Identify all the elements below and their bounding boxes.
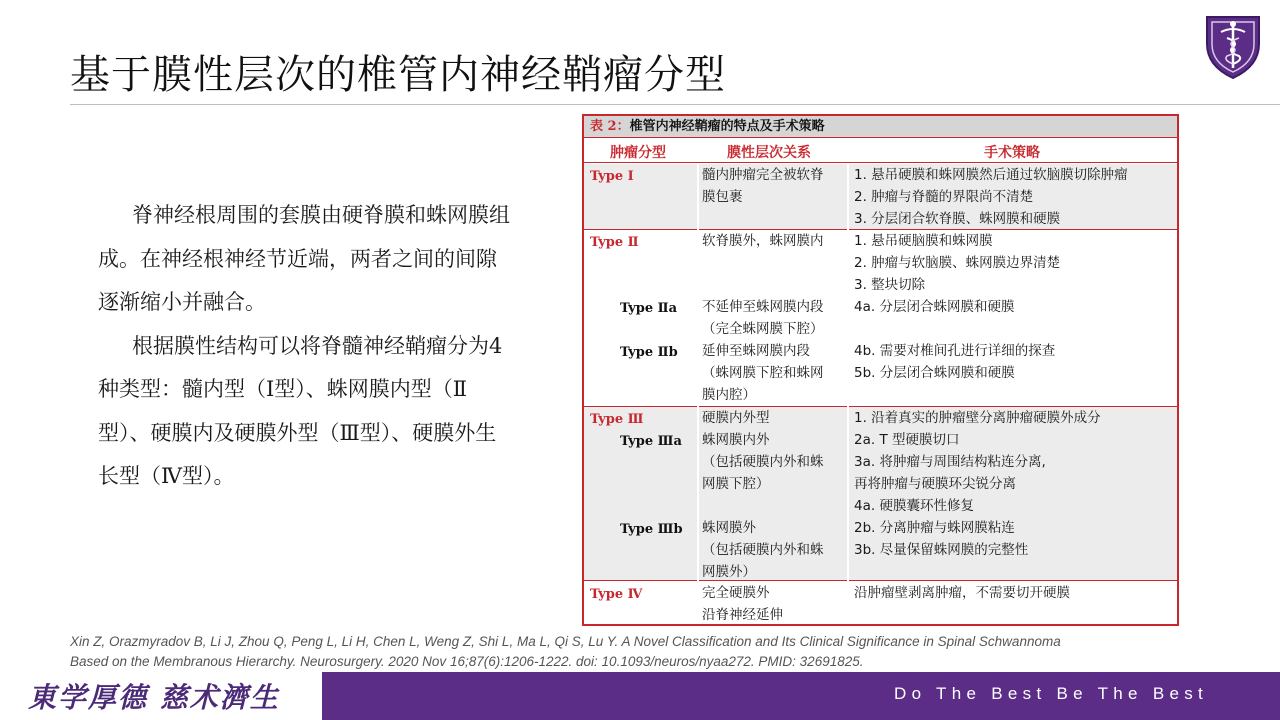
type-3-strategy-line: 2a. T 型硬膜切口 xyxy=(854,432,960,448)
type-2a-relation-line: （完全蛛网膜下腔） xyxy=(702,321,824,337)
type-3b-relation-line: 网膜外） xyxy=(702,564,756,580)
type-1-strategy-line: 3. 分层闭合软脊膜、蛛网膜和硬膜 xyxy=(854,211,1061,227)
type-3-label: Type Ⅲ xyxy=(590,412,644,427)
reference-citation xyxy=(70,632,1174,672)
type-3a-relation-line: （包括硬膜内外和蛛 xyxy=(702,454,824,470)
type-1-relation-line: 膜包裹 xyxy=(702,189,743,205)
title-divider xyxy=(70,104,1280,105)
type-2b-relation-line: 延伸至蛛网膜内段 xyxy=(702,343,810,359)
footer-slogan: Do The Best Be The Best xyxy=(894,684,1209,703)
type-1-strategy-line: 1. 悬吊硬膜和蛛网膜然后通过软脑膜切除肿瘤 xyxy=(854,167,1128,183)
caduceus-shield-icon xyxy=(1204,14,1262,80)
type-3-strategy-line: 4a. 硬膜囊环性修复 xyxy=(854,498,974,514)
type-3b-label: Type Ⅲb xyxy=(620,522,683,537)
type-1-relation-line: 髓内肿瘤完全被软脊 xyxy=(702,167,824,183)
table-caption-label: 表 2： xyxy=(590,119,630,134)
type-2b-label: Type Ⅱb xyxy=(620,345,678,360)
type-2b-relation-line: （蛛网膜下腔和蛛网 xyxy=(702,365,824,381)
type-3a-relation-line: 网膜下腔） xyxy=(702,476,770,492)
type-2a-relation-line: 不延伸至蛛网膜内段 xyxy=(702,299,824,315)
type-4-strategy-line: 沿肿瘤壁剥离肿瘤，不需要切开硬膜 xyxy=(854,585,1070,601)
type-3-strategy-line: 2b. 分离肿瘤与蛛网膜粘连 xyxy=(854,520,1015,536)
type-2b-relation-line: 膜内腔） xyxy=(702,387,756,403)
type-2b-strategy-line: 4b. 需要对椎间孔进行详细的探查 xyxy=(854,343,1056,359)
table-caption-text: 椎管内神经鞘瘤的特点及手术策略 xyxy=(629,119,825,134)
type-4-relation-line: 沿脊神经延伸 xyxy=(702,607,783,623)
type-4-relation-line: 完全硬膜外 xyxy=(702,585,770,601)
type-2a-strategy-line: 4a. 分层闭合蛛网膜和硬膜 xyxy=(854,299,1015,315)
type-2a-label: Type Ⅱa xyxy=(620,301,678,316)
type-3b-relation-line: （包括硬膜内外和蛛 xyxy=(702,542,824,558)
row-divider xyxy=(584,580,1177,581)
type-3a-relation-line: 蛛网膜内外 xyxy=(702,432,770,448)
paragraph-classification: 根据膜性结构可以将脊髓神经鞘瘤分为4种类型：髓内型（Ⅰ型）、蛛网膜内型（Ⅱ型）、硬膜内及硬膜外型（Ⅲ型）、硬膜外生长型（Ⅳ型）。 xyxy=(98,333,503,488)
type-3-strategy-line: 1. 沿着真实的肿瘤壁分离肿瘤硬膜外成分 xyxy=(854,410,1101,426)
column-gap xyxy=(847,164,849,624)
type-2b-strategy-line: 5b. 分层闭合蛛网膜和硬膜 xyxy=(854,365,1015,381)
type-3-strategy-line: 再将肿瘤与硬膜环尖锐分离 xyxy=(854,476,1016,492)
type-3-strategy-line: 3b. 尽量保留蛛网膜的完整性 xyxy=(854,542,1029,558)
classification-table xyxy=(582,114,1179,626)
header-surgical-strategy: 手术策略 xyxy=(984,145,1040,161)
body-text xyxy=(98,194,512,499)
header-membrane-relation: 膜性层次关系 xyxy=(727,145,811,161)
citation-line: Xin Z, Orazmyradov B, Li J, Zhou Q, Peng L, Li H, Chen L, Weng Z, Shi L, Ma L, Qi S, Lu Y. A Novel Classification and Its Clinical Significance in Spinal Schwannoma xyxy=(70,634,1061,649)
type-1-strategy-line: 2. 肿瘤与脊髓的界限尚不清楚 xyxy=(854,189,1034,205)
citation-line: Based on the Membranous Hierarchy. Neurosurgery. 2020 Nov 16;87(6):1206-1222. doi: 10.1093/neuros/nyaa272. PMID: 32691825. xyxy=(70,654,864,669)
type-2-relation-line: 软脊膜外，蛛网膜内 xyxy=(702,233,824,249)
table-header-row xyxy=(584,139,1177,163)
footer-motto: 東学厚德 慈术濟生 xyxy=(28,681,280,714)
type-2-label: Type Ⅱ xyxy=(590,235,639,250)
header-tumor-type: 肿瘤分型 xyxy=(610,145,666,161)
type-1-label: Type Ⅰ xyxy=(590,169,634,184)
paragraph-membrane: 脊神经根周围的套膜由硬脊膜和蛛网膜组成。在神经根神经节近端，两者之间的间隙逐渐缩小并融合。 xyxy=(98,203,510,314)
type-4-label: Type Ⅳ xyxy=(590,587,643,602)
type-3a-label: Type Ⅲa xyxy=(620,434,682,449)
type-3-strategy-line: 3a. 将肿瘤与周围结构粘连分离, xyxy=(854,454,1046,470)
type-2-strategy-line: 1. 悬吊硬脑膜和蛛网膜 xyxy=(854,233,993,249)
page-title: 基于膜性层次的椎管内神经鞘瘤分型 xyxy=(70,52,726,98)
column-gap xyxy=(697,164,699,624)
type-2-strategy-line: 2. 肿瘤与软脑膜、蛛网膜边界清楚 xyxy=(854,255,1061,271)
table-caption xyxy=(584,116,1177,138)
type-3-relation-line: 硬膜内外型 xyxy=(702,410,770,426)
type-2-strategy-line: 3. 整块切除 xyxy=(854,277,926,293)
type-3b-relation-line: 蛛网膜外 xyxy=(702,520,756,536)
